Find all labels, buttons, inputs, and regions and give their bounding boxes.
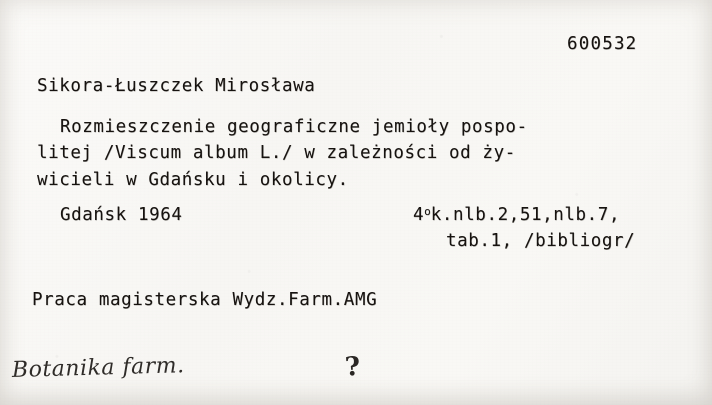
handwritten-mark-annotation: ?	[344, 351, 362, 383]
collation-extent: k.nlb.2,51,nlb.7,	[430, 205, 621, 225]
collation-line-1	[413, 205, 620, 225]
collation-line-2: tab.1, /bibliogr/	[446, 231, 636, 251]
catalog-number: 600532	[567, 34, 638, 54]
author-line: Sikora-Łuszczek Mirosława	[37, 76, 316, 96]
thesis-note-line: Praca magisterska Wydz.Farm.AMG	[32, 290, 378, 310]
title-line-3: wicieli w Gdańsku i okolicy.	[37, 170, 349, 190]
collation-format-prefix: 4	[413, 205, 425, 225]
imprint-line: Gdańsk 1964	[60, 205, 183, 225]
handwritten-subject-annotation: Botanika farm.	[11, 353, 185, 383]
title-line-1: Rozmieszczenie geograficzne jemioły pospo-	[60, 117, 528, 137]
title-line-2: litej /Viscum album L./ w zależności od ży-	[37, 143, 516, 163]
collation-format-superscript: o	[424, 205, 431, 218]
